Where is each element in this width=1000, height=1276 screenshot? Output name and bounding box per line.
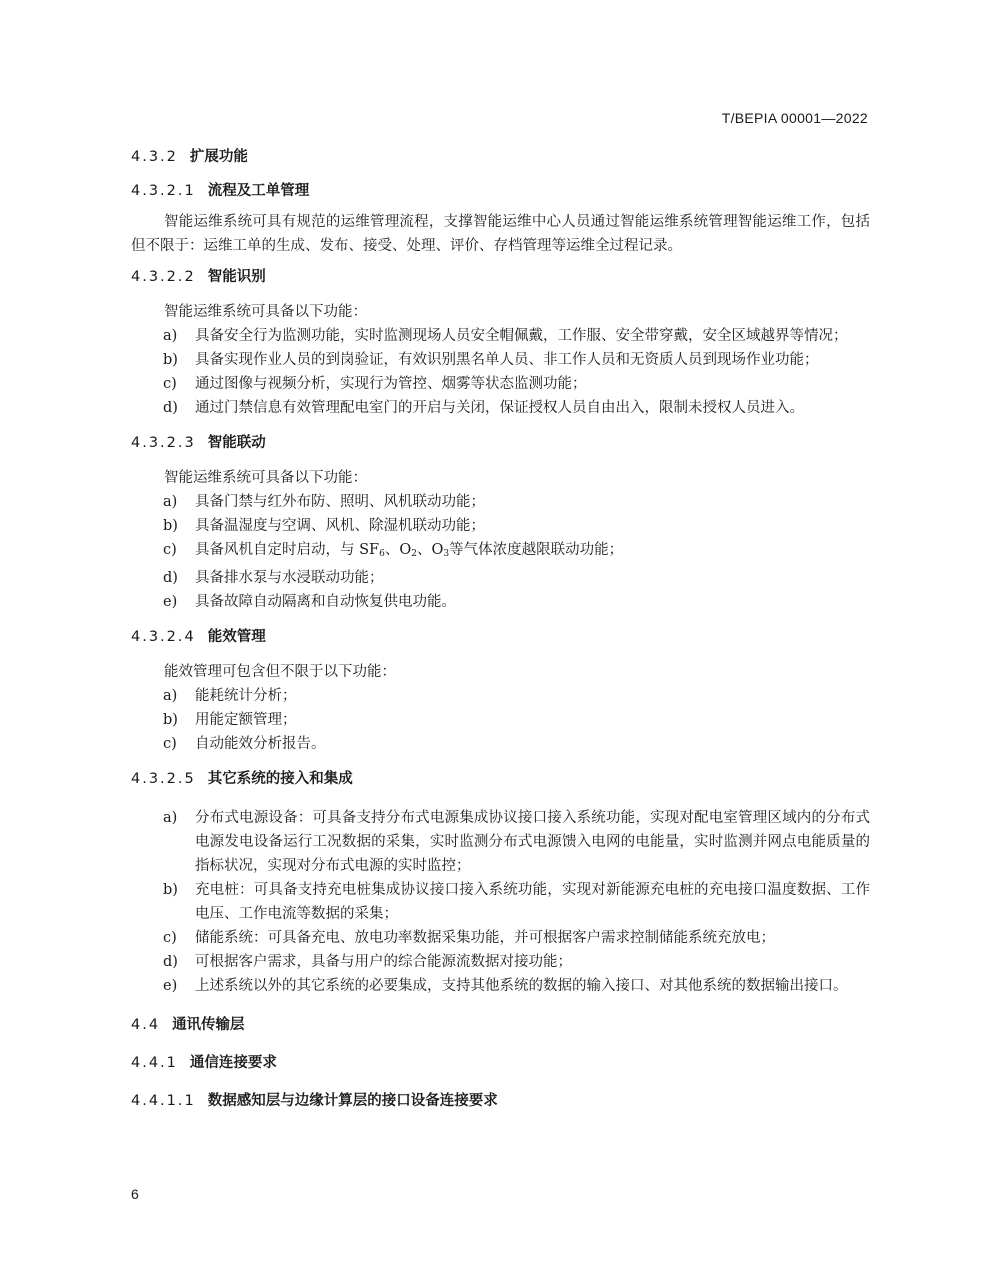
heading-4-3-2-4: 4.3.2.4 能效管理 [131,629,266,645]
list-item: c) 储能系统：可具备充电、放电功率数据采集功能，并可根据客户需求控制储能系统充放电； [163,930,775,946]
heading-4-4-1-1: 4.4.1.1 数据感知层与边缘计算层的接口设备连接要求 [131,1093,498,1109]
list-item: d) 可根据客户需求，具备与用户的综合能源流数据对接功能； [163,954,572,970]
list-item: c) 自动能效分析报告。 [163,736,326,752]
list [131,684,870,756]
list-item: d) 通过门禁信息有效管理配电室门的开启与关闭，保证授权人员自由出入，限制未授权人员进入。 [163,400,804,416]
heading-4-3-2: 4.3.2 扩展功能 [131,149,248,165]
list-item: a) 分布式电源设备：可具备支持分布式电源集成协议接口接入系统功能，实现对配电室管理区域内的分布式电源发电设备运行工况数据的采集，实时监测分布式电源馈入电网的电能量，实时监测并网点电能质量的指标状况，实现对分布式电源的实时监控； [163,810,870,874]
list [131,324,870,420]
list-item: e) 上述系统以外的其它系统的必要集成，支持其他系统的数据的输入接口、对其他系统的数据输出接口。 [163,978,848,994]
heading-4-3-2-2: 4.3.2.2 智能识别 [131,269,266,285]
list-item: e) 具备故障自动隔离和自动恢复供电功能。 [163,594,456,610]
list [131,490,870,614]
page-number: 6 [131,1186,139,1202]
list-item: b) 具备实现作业人员的到岗验证，有效识别黑名单人员、非工作人员和无资质人员到现场作业功能； [163,352,819,368]
list-intro: 智能运维系统可具备以下功能： [164,470,367,486]
list-item: a) 具备门禁与红外布防、照明、风机联动功能； [163,494,485,510]
page-content [131,146,870,1112]
document-id: T/BEPIA 00001—2022 [721,110,868,126]
heading-4-3-2-5: 4.3.2.5 其它系统的接入和集成 [131,771,353,787]
heading-4-3-2-1: 4.3.2.1 流程及工单管理 [131,183,310,199]
heading-4-4: 4.4 通讯传输层 [131,1017,245,1033]
list-item: a) 具备安全行为监测功能，实时监测现场人员安全帽佩戴，工作服、安全带穿戴，安全区域越界等情况； [163,328,848,344]
paragraph: 智能运维系统可具有规范的运维管理流程，支撑智能运维中心人员通过智能运维系统管理智能运维工作，包括但不限于：运维工单的生成、发布、接受、处理、评价、存档管理等运维全过程记录。 [131,214,870,254]
list-item: d) 具备排水泵与水浸联动功能； [163,570,384,586]
list-item: b) 充电桩：可具备支持充电桩集成协议接口接入系统功能，实现对新能源充电桩的充电接口温度数据、工作电压、工作电流等数据的采集； [163,882,870,922]
list-item: c) 具备风机自定时启动，与 $SF_6$、$O_2$、$O_3$等气体浓度越限联动功能； [163,542,624,559]
list [131,806,870,998]
list-item: c) 通过图像与视频分析，实现行为管控、烟雾等状态监测功能； [163,376,587,392]
list-item: b) 具备温湿度与空调、风机、除湿机联动功能； [163,518,485,534]
heading-4-3-2-3: 4.3.2.3 智能联动 [131,435,266,451]
heading-4-4-1: 4.4.1 通信连接要求 [131,1055,277,1071]
list-intro: 能效管理可包含但不限于以下功能： [164,664,396,680]
list-item: a) 能耗统计分析； [163,688,297,704]
list-intro: 智能运维系统可具备以下功能： [164,304,367,320]
list-item: b) 用能定额管理； [163,712,297,728]
